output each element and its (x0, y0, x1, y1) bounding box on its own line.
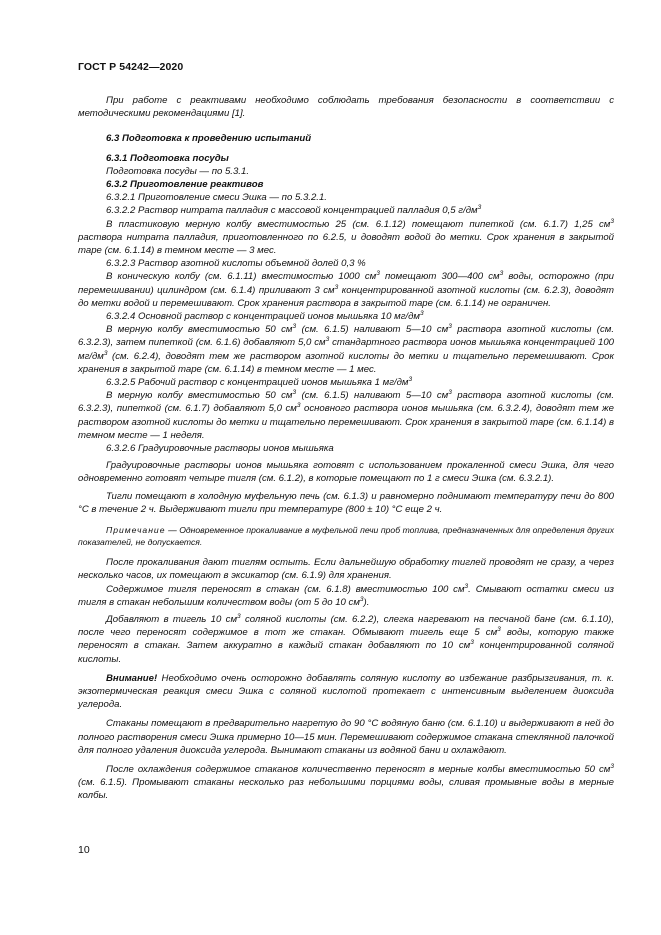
note-label: Примечание (106, 525, 166, 536)
after-calcination-paragraph: После прокаливания дают тиглям остыть. Если дальнейшую обработку тиглей проводят не сразу, а через несколько часов, их помещают в эксикатор (см. 6.1.9) для хранения. (78, 557, 614, 582)
warning-label: Внимание! (106, 672, 158, 684)
section-6-3-2-4-text: В мерную колбу вместимостью 50 $см^3$ (см. 6.1.5) наливают 5—10 $см^3$ раствора азотной кислоты (см. 6.3.2.3), затем пипеткой (см. 6.1.6) добавляют 5,0 $см^3$ стандартного раствора ионов мышьяка концентрацией 100 $мг/дм^3$ (см. 6.2.4), доводят тем же раствором азотной кислоты до метки и тщательно перемешивают. Срок хранения в закрытой таре (см. 6.1.14) в темном месте — 1 мес. (78, 323, 614, 375)
section-6-3-2-1: 6.3.2.1 Приготовление смеси Эшка — по 5.3.2.1. (106, 192, 327, 204)
document-body (78, 90, 614, 803)
safety-intro-paragraph: При работе с реактивами необходимо соблюдать требования безопасности в соответствии с методическими рекомендациями [1]. (78, 95, 614, 120)
section-6-3-2-5-title: 6.3.2.5 Рабочий раствор с концентрацией ионов мышьяка 1 $мг/дм^3$ (106, 376, 413, 389)
hydrochloric-acid-paragraph: Добавляют в тигель 10 $см^3$ соляной кислоты (см. 6.2.2), слегка нагревают на песчаной бане (см. 6.1.10), после чего переносят содержимое в тот же стакан. Обмывают тигель еще 5 $см^3$ воды, которую также переносят в стакан. Затем аккуратно в каждый стакан добавляют по 10 $см^3$ концентрированной соляной кислоты. (78, 612, 614, 665)
section-6-3-2-heading: 6.3.2 Приготовление реактивов (106, 179, 264, 191)
section-6-3-2-6-text-1: Градуировочные растворы ионов мышьяка готовят с использованием прокаленной смеси Эшка, для чего одновременно готовят четыре тигля (см. 6.1.2), в которые помещают по 1 г смеси Эшка (см. 6.3.2.1). (78, 460, 614, 485)
section-6-3-2-6-text-2: Тигли помещают в холодную муфельную печь (см. 6.1.3) и равномерно поднимают температуру печи до 800 °С в течение 2 ч. Выдерживают тигли при температуре (800 ± 10) °С еще 2 ч. (78, 490, 614, 515)
section-6-3-2-2-text: В пластиковую мерную колбу вместимостью 25 (см. 6.1.12) помещают пипеткой (см. 6.1.7) 1,25 $см^3$ раствора нитрата палладия, приготовленного по 6.2.5, и доводят водой до метки. Срок хранения в закрытой таре (см. 6.1.14) в темном месте — 3 мес. (78, 217, 614, 257)
document-code-header: ГОСТ Р 54242—2020 (78, 61, 184, 73)
page-number: 10 (78, 844, 90, 856)
transfer-paragraph: Содержимое тигля переносят в стакан (см. 6.1.8) вместимостью 100 $см^3$. Смывают остатки смеси из тигля в стакан небольшим количеством воды (от 5 до 10 $см^3$). (78, 582, 615, 608)
section-6-3-2-6-title: 6.3.2.6 Градуировочные растворы ионов мышьяка (106, 443, 334, 455)
cooling-paragraph: После охлаждения содержимое стаканов количественно переносят в мерные колбы вместимостью 50 $см^3$ (см. 6.1.5). Промывают стаканы несколько раз небольшими порциями воды, сливая промывные воды в мерные колбы. (78, 762, 614, 802)
water-bath-paragraph: Стаканы помещают в предварительно нагретую до 90 °С водяную баню (см. 6.1.10) и выдерживают в ней до полного растворения смеси Эшка примерно 10—15 мин. Перемешивают содержимое стакана стеклянной палочкой для полного удаления диоксида углерода. Вынимают стаканы из водяной бани и охлаждают. (78, 718, 614, 756)
section-6-3-1-text: Подготовка посуды — по 5.3.1. (106, 165, 249, 177)
section-6-3-2-3-title: 6.3.2.3 Раствор азотной кислоты объемной долей 0,3 % (106, 258, 366, 270)
note-paragraph: Примечание — Одновременное прокаливание в муфельной печи проб топлива, предназначенных для определения других показателей, не допускается. (78, 525, 614, 548)
warning-paragraph: Внимание! Необходимо очень осторожно добавлять соляную кислоту во избежание разбрызгивания, т. к. экзотермическая реакция смеси Эшка с соляной кислотой протекает с интенсивным выделением диоксида углерода. (78, 672, 614, 711)
section-6-3-2-3-text: В коническую колбу (см. 6.1.11) вместимостью 1000 $см^3$ помещают 300—400 $см^3$ воды, осторожно (при перемешивании) цилиндром (см. 6.1.4) приливают 3 $см^3$ концентрированной азотной кислоты (см. 6.2.3), доводят до метки водой и перемешивают. Срок хранения раствора в закрытой таре (см. 6.1.14) не ограничен. (78, 270, 614, 309)
section-6-3-heading: 6.3 Подготовка к проведению испытаний (106, 133, 312, 145)
section-6-3-2-4-title: 6.3.2.4 Основной раствор с концентрацией ионов мышьяка 10 $мг/дм^3$ (106, 310, 424, 323)
section-6-3-2-2-title: 6.3.2.2 Раствор нитрата палладия с массовой концентрацией палладия 0,5 $г/дм^3$ (106, 204, 482, 217)
section-6-3-2-5-text: В мерную колбу вместимостью 50 $см^3$ (см. 6.1.5) наливают 5—10 $см^3$ раствора азотной кислоты (см. 6.3.2.3), пипеткой (см. 6.1.7) добавляют 5,0 $см^3$ основного раствора ионов мышьяка (см. 6.3.2.4), доводят тем же раствором азотной кислоты до метки и тщательно перемешивают. Срок хранения в закрытой таре (см. 6.1.14) в темном месте — 1 неделя. (78, 389, 614, 441)
section-6-3-1-heading: 6.3.1 Подготовка посуды (106, 152, 229, 164)
